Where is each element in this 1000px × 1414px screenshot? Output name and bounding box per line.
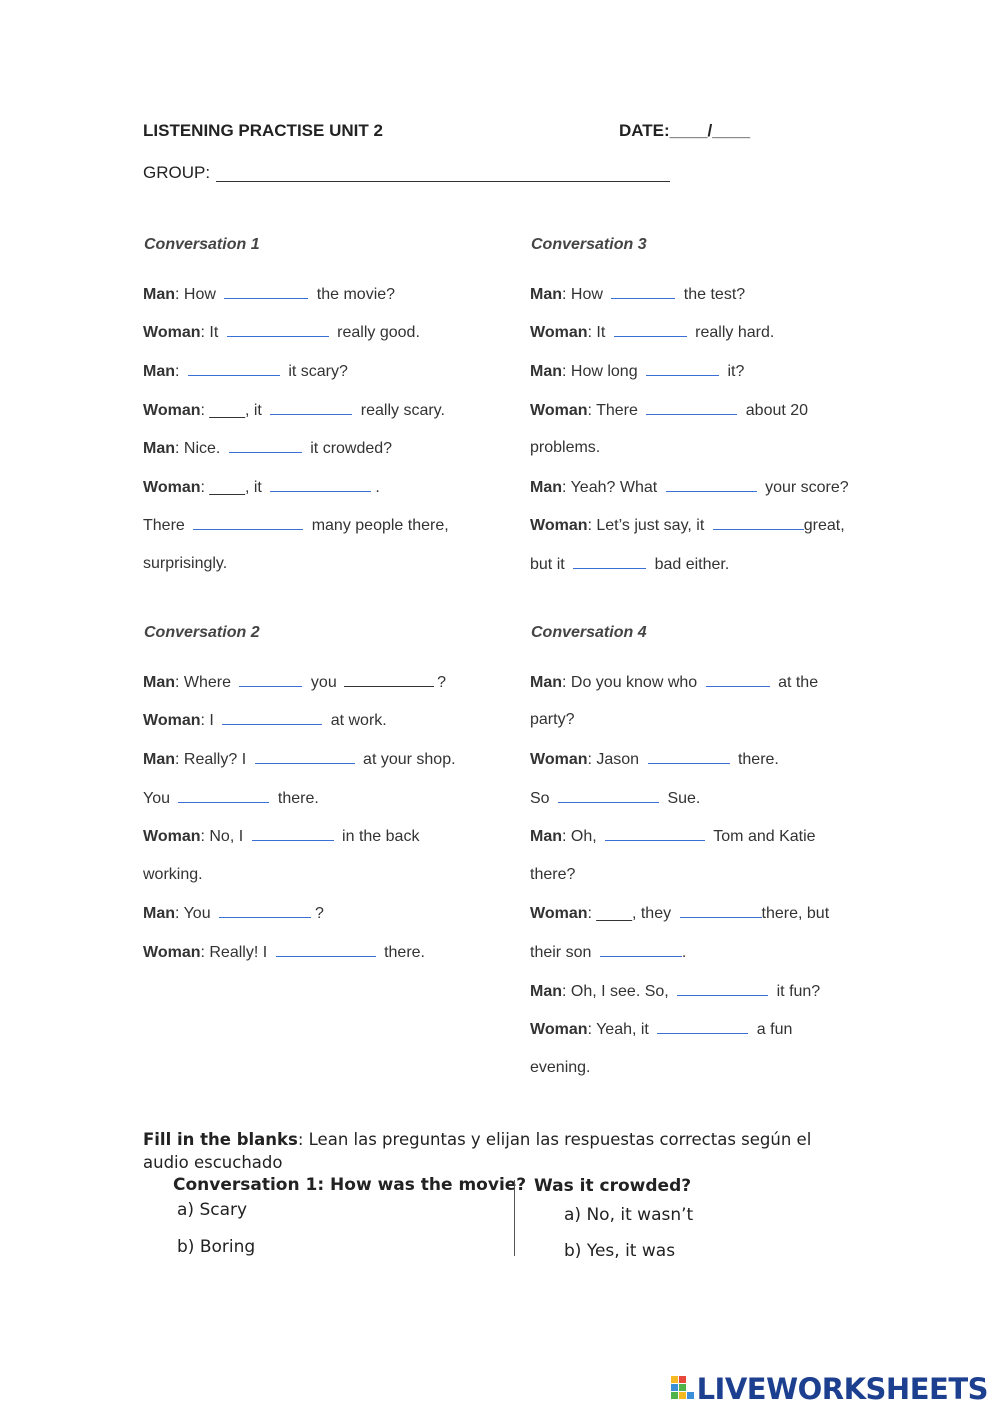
- blank-input[interactable]: [614, 322, 687, 337]
- blank-input[interactable]: [270, 400, 352, 415]
- blank-input[interactable]: [666, 477, 757, 492]
- liveworksheets-logo-icon: [671, 1376, 695, 1402]
- conv3-line-4: Woman: There about 20: [530, 402, 809, 419]
- fill-in-instructions: Fill in the blanks: Lean las preguntas y elijan las respuestas correctas según el audio escuchado: [143, 1130, 812, 1172]
- conv2-line-5: Woman: No, I in the back: [143, 828, 420, 845]
- conv2-line-3: Man: Really? I at your shop.: [143, 751, 456, 768]
- blank-input[interactable]: [648, 749, 730, 764]
- blank-input[interactable]: [344, 672, 434, 687]
- conv1-line-1: Man: How the movie?: [143, 286, 396, 303]
- conv4-line-11: evening.: [530, 1059, 591, 1076]
- conversation-2-title: Conversation 2: [144, 624, 260, 641]
- blank-input[interactable]: [646, 361, 719, 376]
- blank-input[interactable]: [193, 515, 303, 530]
- liveworksheets-logo: [671, 1372, 988, 1406]
- question-2: Was it crowded?: [534, 1176, 692, 1196]
- conversation-3-title: Conversation 3: [531, 236, 647, 253]
- conv4-line-10: Woman: Yeah, it a fun: [530, 1021, 793, 1038]
- blank-input[interactable]: [573, 554, 646, 569]
- conv1-line-5: Man: Nice. it crowded?: [143, 440, 393, 457]
- conv4-line-7: Woman: ____, they there, but: [530, 905, 830, 922]
- q2-option-a[interactable]: a) No, it wasn’t: [564, 1205, 694, 1225]
- question-1: Conversation 1: How was the movie?: [173, 1175, 527, 1195]
- conv2-line-1: Man: Where you ?: [143, 674, 447, 691]
- blank-input[interactable]: [706, 672, 770, 687]
- conv1-line-4: Woman: ____, it really scary.: [143, 402, 445, 419]
- conv3-line-2: Woman: It really hard.: [530, 324, 775, 341]
- blank-input[interactable]: [611, 284, 675, 299]
- group-input-line[interactable]: [216, 181, 670, 182]
- conv4-line-3: Woman: Jason there.: [530, 751, 779, 768]
- conv4-line-1: Man: Do you know who at the: [530, 674, 819, 691]
- blank-input[interactable]: [680, 903, 762, 918]
- conversation-1-title: Conversation 1: [144, 236, 260, 253]
- blank-input[interactable]: [229, 438, 302, 453]
- blank-input[interactable]: [219, 903, 311, 918]
- blank-input[interactable]: [188, 361, 280, 376]
- conv4-line-5: Man: Oh, Tom and Katie: [530, 828, 816, 845]
- blank-input[interactable]: [222, 710, 322, 725]
- conv4-line-9: Man: Oh, I see. So, it fun?: [530, 983, 821, 1000]
- blank-input[interactable]: [646, 400, 737, 415]
- conv3-line-7: Woman: Let’s just say, it great,: [530, 517, 845, 534]
- conv1-line-6: Woman: ____, it .: [143, 479, 380, 496]
- conv2-line-6: working.: [143, 866, 203, 883]
- column-divider: [514, 1180, 515, 1256]
- q2-option-b[interactable]: b) Yes, it was: [564, 1241, 676, 1261]
- conv3-line-6: Man: Yeah? What your score?: [530, 479, 849, 496]
- blank-input[interactable]: [239, 672, 302, 687]
- conv1-line-3: Man: it scary?: [143, 363, 348, 380]
- blank-input[interactable]: [605, 826, 705, 841]
- conv4-line-4: So Sue.: [530, 790, 701, 807]
- conv4-line-6: there?: [530, 866, 576, 883]
- conv2-line-7: Man: You ?: [143, 905, 324, 922]
- conv1-line-8: surprisingly.: [143, 555, 228, 572]
- blank-input[interactable]: [255, 749, 355, 764]
- conv3-line-8: but it bad either.: [530, 556, 730, 573]
- blank-input[interactable]: [558, 788, 659, 803]
- blank-input[interactable]: [224, 284, 308, 299]
- conv2-line-4: You there.: [143, 790, 319, 807]
- blank-input[interactable]: [178, 788, 269, 803]
- blank-input[interactable]: [276, 942, 376, 957]
- conv1-line-7: There many people there,: [143, 517, 449, 534]
- blank-input[interactable]: [252, 826, 334, 841]
- conv3-line-3: Man: How long it?: [530, 363, 745, 380]
- worksheet-title: LISTENING PRACTISE UNIT 2: [143, 121, 383, 140]
- conv3-line-1: Man: How the test?: [530, 286, 746, 303]
- conversation-4-title: Conversation 4: [531, 624, 647, 641]
- q1-option-a[interactable]: a) Scary: [177, 1200, 248, 1220]
- conv2-line-8: Woman: Really! I there.: [143, 944, 425, 961]
- liveworksheets-logo-text: LIVEWORKSHEETS: [696, 1372, 988, 1406]
- blank-input[interactable]: [227, 322, 329, 337]
- date-field[interactable]: DATE:____/____: [619, 121, 751, 140]
- blank-input[interactable]: [713, 515, 804, 530]
- group-label: GROUP:: [143, 163, 211, 182]
- q1-option-b[interactable]: b) Boring: [177, 1237, 256, 1257]
- blank-input[interactable]: [600, 942, 682, 957]
- conv4-line-2: party?: [530, 711, 575, 728]
- blank-input[interactable]: [677, 981, 768, 996]
- conv4-line-8: their son .: [530, 944, 687, 961]
- blank-input[interactable]: [270, 477, 371, 492]
- conv2-line-2: Woman: I at work.: [143, 712, 387, 729]
- conv1-line-2: Woman: It really good.: [143, 324, 420, 341]
- conv3-line-5: problems.: [530, 439, 601, 456]
- blank-input[interactable]: [657, 1019, 748, 1034]
